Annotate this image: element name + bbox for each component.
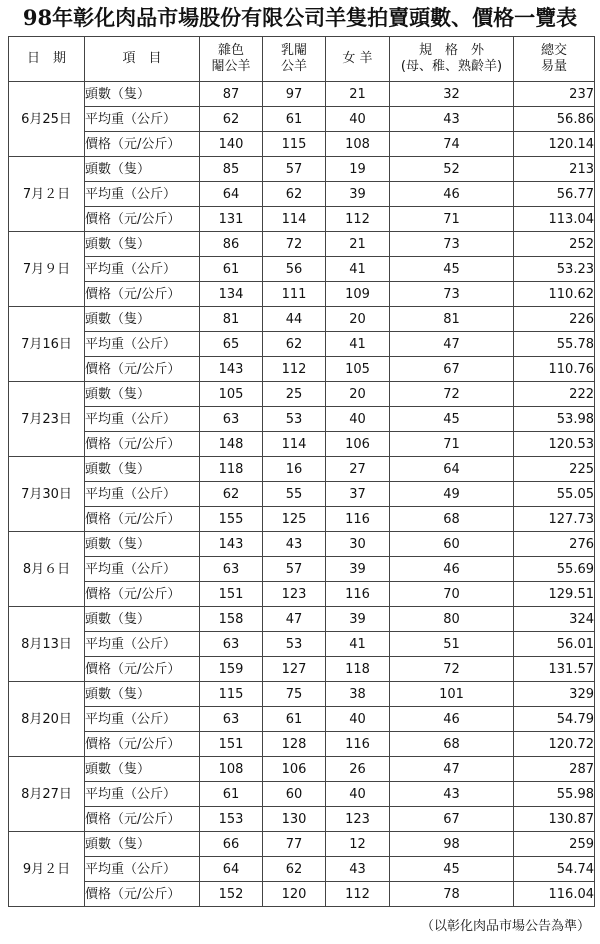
cell-dairy-wether: 114 [263, 432, 326, 457]
cell-ewe: 12 [326, 832, 390, 857]
cell-ewe: 41 [326, 257, 390, 282]
item-label: 價格（元/公斤） [85, 732, 200, 757]
header-mixed-wether-line2: 閹公羊 [211, 59, 251, 74]
cell-mixed-wether: 61 [200, 257, 263, 282]
item-label: 頭數（隻） [85, 682, 200, 707]
cell-total-volume: 237 [514, 82, 595, 107]
cell-total-volume: 226 [514, 307, 595, 332]
cell-mixed-wether: 63 [200, 707, 263, 732]
cell-total-volume: 53.23 [514, 257, 595, 282]
date-cell: 8月20日 [9, 682, 85, 757]
item-label: 頭數（隻） [85, 82, 200, 107]
item-label: 價格（元/公斤） [85, 357, 200, 382]
table-row [9, 757, 595, 782]
cell-dairy-wether: 62 [263, 332, 326, 357]
header-total-volume [514, 37, 595, 82]
cell-dairy-wether: 53 [263, 407, 326, 432]
cell-ewe: 123 [326, 807, 390, 832]
header-total-volume-line2: 易量 [540, 59, 567, 74]
cell-dairy-wether: 57 [263, 157, 326, 182]
table-row [9, 632, 595, 657]
item-label: 平均重（公斤） [85, 557, 200, 582]
cell-dairy-wether: 55 [263, 482, 326, 507]
cell-total-volume: 127.73 [514, 507, 595, 532]
item-label: 頭數（隻） [85, 457, 200, 482]
cell-ewe: 19 [326, 157, 390, 182]
cell-ewe: 109 [326, 282, 390, 307]
cell-mixed-wether: 143 [200, 357, 263, 382]
cell-off-spec: 73 [390, 282, 514, 307]
cell-off-spec: 71 [390, 207, 514, 232]
cell-total-volume: 329 [514, 682, 595, 707]
cell-off-spec: 60 [390, 532, 514, 557]
cell-total-volume: 276 [514, 532, 595, 557]
cell-off-spec: 46 [390, 557, 514, 582]
cell-total-volume: 213 [514, 157, 595, 182]
header-total-volume-line1: 總交 [540, 43, 567, 58]
cell-mixed-wether: 131 [200, 207, 263, 232]
cell-dairy-wether: 127 [263, 657, 326, 682]
cell-mixed-wether: 151 [200, 582, 263, 607]
item-label: 價格（元/公斤） [85, 207, 200, 232]
item-label: 頭數（隻） [85, 157, 200, 182]
item-label: 平均重（公斤） [85, 782, 200, 807]
table-row [9, 107, 595, 132]
table-row [9, 682, 595, 707]
cell-total-volume: 53.98 [514, 407, 595, 432]
item-label: 頭數（隻） [85, 307, 200, 332]
header-dairy-wether-line2: 公羊 [280, 59, 307, 74]
item-label: 平均重（公斤） [85, 407, 200, 432]
cell-mixed-wether: 63 [200, 407, 263, 432]
cell-total-volume: 56.86 [514, 107, 595, 132]
cell-mixed-wether: 63 [200, 632, 263, 657]
cell-mixed-wether: 62 [200, 482, 263, 507]
cell-ewe: 37 [326, 482, 390, 507]
table-row [9, 607, 595, 632]
cell-mixed-wether: 85 [200, 157, 263, 182]
cell-off-spec: 45 [390, 857, 514, 882]
cell-ewe: 39 [326, 607, 390, 632]
table-row [9, 832, 595, 857]
cell-total-volume: 110.76 [514, 357, 595, 382]
item-label: 價格（元/公斤） [85, 807, 200, 832]
cell-total-volume: 54.74 [514, 857, 595, 882]
table-row [9, 282, 595, 307]
table-row [9, 182, 595, 207]
cell-mixed-wether: 87 [200, 82, 263, 107]
header-mixed-wether-line1: 雜色 [217, 43, 244, 58]
cell-off-spec: 43 [390, 782, 514, 807]
cell-total-volume: 324 [514, 607, 595, 632]
cell-ewe: 20 [326, 382, 390, 407]
cell-ewe: 21 [326, 232, 390, 257]
cell-dairy-wether: 53 [263, 632, 326, 657]
cell-ewe: 41 [326, 332, 390, 357]
cell-ewe: 105 [326, 357, 390, 382]
table-row [9, 457, 595, 482]
cell-dairy-wether: 60 [263, 782, 326, 807]
cell-dairy-wether: 115 [263, 132, 326, 157]
table-row [9, 357, 595, 382]
cell-mixed-wether: 64 [200, 857, 263, 882]
cell-mixed-wether: 151 [200, 732, 263, 757]
header-off-spec [390, 37, 514, 82]
item-label: 頭數（隻） [85, 532, 200, 557]
cell-total-volume: 55.78 [514, 332, 595, 357]
cell-mixed-wether: 61 [200, 782, 263, 807]
cell-dairy-wether: 16 [263, 457, 326, 482]
cell-off-spec: 52 [390, 157, 514, 182]
cell-off-spec: 72 [390, 382, 514, 407]
cell-total-volume: 120.53 [514, 432, 595, 457]
item-label: 價格（元/公斤） [85, 882, 200, 907]
cell-mixed-wether: 152 [200, 882, 263, 907]
table-row [9, 857, 595, 882]
cell-total-volume: 120.14 [514, 132, 595, 157]
date-cell: 7月16日 [9, 307, 85, 382]
cell-off-spec: 32 [390, 82, 514, 107]
cell-total-volume: 259 [514, 832, 595, 857]
cell-dairy-wether: 25 [263, 382, 326, 407]
cell-dairy-wether: 106 [263, 757, 326, 782]
cell-dairy-wether: 114 [263, 207, 326, 232]
cell-off-spec: 80 [390, 607, 514, 632]
cell-total-volume: 225 [514, 457, 595, 482]
cell-ewe: 106 [326, 432, 390, 457]
cell-ewe: 38 [326, 682, 390, 707]
item-label: 平均重（公斤） [85, 257, 200, 282]
cell-off-spec: 67 [390, 807, 514, 832]
date-cell: 7月９日 [9, 232, 85, 307]
cell-dairy-wether: 130 [263, 807, 326, 832]
table-row [9, 507, 595, 532]
item-label: 價格（元/公斤） [85, 507, 200, 532]
cell-off-spec: 73 [390, 232, 514, 257]
cell-mixed-wether: 66 [200, 832, 263, 857]
cell-off-spec: 46 [390, 707, 514, 732]
table-row [9, 82, 595, 107]
cell-dairy-wether: 61 [263, 107, 326, 132]
cell-off-spec: 46 [390, 182, 514, 207]
cell-total-volume: 54.79 [514, 707, 595, 732]
cell-off-spec: 43 [390, 107, 514, 132]
cell-ewe: 43 [326, 857, 390, 882]
cell-dairy-wether: 112 [263, 357, 326, 382]
header-date: 日 期 [9, 37, 85, 82]
cell-ewe: 39 [326, 182, 390, 207]
table-row [9, 307, 595, 332]
date-cell: 8月６日 [9, 532, 85, 607]
cell-dairy-wether: 56 [263, 257, 326, 282]
cell-dairy-wether: 57 [263, 557, 326, 582]
cell-dairy-wether: 77 [263, 832, 326, 857]
cell-ewe: 40 [326, 407, 390, 432]
cell-total-volume: 113.04 [514, 207, 595, 232]
cell-off-spec: 81 [390, 307, 514, 332]
cell-off-spec: 74 [390, 132, 514, 157]
cell-dairy-wether: 43 [263, 532, 326, 557]
cell-total-volume: 129.51 [514, 582, 595, 607]
date-cell: 7月23日 [9, 382, 85, 457]
cell-off-spec: 47 [390, 332, 514, 357]
cell-off-spec: 47 [390, 757, 514, 782]
date-cell: 9月２日 [9, 832, 85, 907]
item-label: 頭數（隻） [85, 607, 200, 632]
item-label: 頭數（隻） [85, 757, 200, 782]
cell-ewe: 20 [326, 307, 390, 332]
item-label: 頭數（隻） [85, 382, 200, 407]
auction-table [8, 36, 595, 907]
cell-total-volume: 55.98 [514, 782, 595, 807]
cell-total-volume: 56.01 [514, 632, 595, 657]
footnote: （以彰化肉品市場公告為準） [420, 919, 590, 934]
page-title: 98年彰化肉品市場股份有限公司羊隻拍賣頭數、價格一覽表 [22, 5, 578, 30]
cell-mixed-wether: 153 [200, 807, 263, 832]
cell-dairy-wether: 62 [263, 182, 326, 207]
table-row [9, 407, 595, 432]
cell-ewe: 116 [326, 507, 390, 532]
header-mixed-wether [200, 37, 263, 82]
header-off-spec-line1: 規 格 外 [418, 43, 484, 58]
cell-total-volume: 222 [514, 382, 595, 407]
table-row [9, 582, 595, 607]
item-label: 平均重（公斤） [85, 482, 200, 507]
cell-total-volume: 55.05 [514, 482, 595, 507]
table-row [9, 557, 595, 582]
item-label: 價格（元/公斤） [85, 582, 200, 607]
cell-mixed-wether: 64 [200, 182, 263, 207]
cell-mixed-wether: 140 [200, 132, 263, 157]
table-row [9, 482, 595, 507]
cell-mixed-wether: 81 [200, 307, 263, 332]
cell-off-spec: 101 [390, 682, 514, 707]
cell-total-volume: 120.72 [514, 732, 595, 757]
item-label: 價格（元/公斤） [85, 132, 200, 157]
cell-dairy-wether: 72 [263, 232, 326, 257]
cell-ewe: 30 [326, 532, 390, 557]
item-label: 價格（元/公斤） [85, 432, 200, 457]
table-row [9, 532, 595, 557]
header-off-spec-line2: (母、稚、熟齡羊) [400, 59, 503, 74]
cell-total-volume: 116.04 [514, 882, 595, 907]
cell-dairy-wether: 75 [263, 682, 326, 707]
cell-dairy-wether: 47 [263, 607, 326, 632]
cell-off-spec: 98 [390, 832, 514, 857]
cell-dairy-wether: 62 [263, 857, 326, 882]
header-row [9, 37, 595, 82]
item-label: 價格（元/公斤） [85, 657, 200, 682]
cell-off-spec: 78 [390, 882, 514, 907]
cell-ewe: 27 [326, 457, 390, 482]
cell-mixed-wether: 115 [200, 682, 263, 707]
header-dairy-wether-line1: 乳閹 [280, 43, 307, 58]
table-row [9, 657, 595, 682]
cell-mixed-wether: 105 [200, 382, 263, 407]
cell-ewe: 116 [326, 582, 390, 607]
item-label: 平均重（公斤） [85, 857, 200, 882]
item-label: 價格（元/公斤） [85, 282, 200, 307]
header-item: 項 目 [85, 37, 200, 82]
cell-ewe: 40 [326, 782, 390, 807]
table-row [9, 232, 595, 257]
cell-dairy-wether: 44 [263, 307, 326, 332]
cell-off-spec: 45 [390, 257, 514, 282]
table-row [9, 207, 595, 232]
table-row [9, 882, 595, 907]
cell-off-spec: 49 [390, 482, 514, 507]
table-body [9, 82, 595, 907]
cell-dairy-wether: 120 [263, 882, 326, 907]
cell-dairy-wether: 111 [263, 282, 326, 307]
cell-ewe: 21 [326, 82, 390, 107]
cell-dairy-wether: 61 [263, 707, 326, 732]
cell-mixed-wether: 63 [200, 557, 263, 582]
date-cell: 7月30日 [9, 457, 85, 532]
cell-total-volume: 252 [514, 232, 595, 257]
table-row [9, 157, 595, 182]
cell-mixed-wether: 118 [200, 457, 263, 482]
cell-off-spec: 72 [390, 657, 514, 682]
date-cell: 6月25日 [9, 82, 85, 157]
cell-ewe: 41 [326, 632, 390, 657]
item-label: 頭數（隻） [85, 232, 200, 257]
cell-total-volume: 287 [514, 757, 595, 782]
cell-ewe: 116 [326, 732, 390, 757]
cell-total-volume: 130.87 [514, 807, 595, 832]
table-row [9, 382, 595, 407]
cell-mixed-wether: 86 [200, 232, 263, 257]
table-row [9, 257, 595, 282]
cell-mixed-wether: 108 [200, 757, 263, 782]
cell-mixed-wether: 65 [200, 332, 263, 357]
cell-off-spec: 64 [390, 457, 514, 482]
item-label: 平均重（公斤） [85, 332, 200, 357]
cell-off-spec: 71 [390, 432, 514, 457]
cell-ewe: 118 [326, 657, 390, 682]
cell-mixed-wether: 62 [200, 107, 263, 132]
cell-total-volume: 131.57 [514, 657, 595, 682]
cell-dairy-wether: 125 [263, 507, 326, 532]
cell-mixed-wether: 143 [200, 532, 263, 557]
date-cell: 8月13日 [9, 607, 85, 682]
cell-mixed-wether: 159 [200, 657, 263, 682]
cell-ewe: 112 [326, 207, 390, 232]
cell-ewe: 40 [326, 107, 390, 132]
table-row [9, 332, 595, 357]
cell-off-spec: 51 [390, 632, 514, 657]
cell-dairy-wether: 97 [263, 82, 326, 107]
table-row [9, 782, 595, 807]
cell-off-spec: 67 [390, 357, 514, 382]
cell-ewe: 112 [326, 882, 390, 907]
cell-ewe: 40 [326, 707, 390, 732]
date-cell: 7月２日 [9, 157, 85, 232]
cell-off-spec: 68 [390, 507, 514, 532]
cell-mixed-wether: 148 [200, 432, 263, 457]
date-cell: 8月27日 [9, 757, 85, 832]
cell-ewe: 39 [326, 557, 390, 582]
item-label: 平均重（公斤） [85, 107, 200, 132]
item-label: 平均重（公斤） [85, 632, 200, 657]
table-row [9, 807, 595, 832]
cell-off-spec: 68 [390, 732, 514, 757]
header-dairy-wether [263, 37, 326, 82]
header-ewe: 女 羊 [326, 37, 390, 82]
cell-ewe: 108 [326, 132, 390, 157]
cell-dairy-wether: 123 [263, 582, 326, 607]
item-label: 頭數（隻） [85, 832, 200, 857]
cell-total-volume: 55.69 [514, 557, 595, 582]
item-label: 平均重（公斤） [85, 182, 200, 207]
cell-dairy-wether: 128 [263, 732, 326, 757]
cell-mixed-wether: 134 [200, 282, 263, 307]
cell-ewe: 26 [326, 757, 390, 782]
table-row [9, 732, 595, 757]
table-row [9, 432, 595, 457]
cell-total-volume: 56.77 [514, 182, 595, 207]
cell-mixed-wether: 158 [200, 607, 263, 632]
table-row [9, 132, 595, 157]
item-label: 平均重（公斤） [85, 707, 200, 732]
cell-off-spec: 45 [390, 407, 514, 432]
cell-mixed-wether: 155 [200, 507, 263, 532]
cell-off-spec: 70 [390, 582, 514, 607]
table-row [9, 707, 595, 732]
cell-total-volume: 110.62 [514, 282, 595, 307]
